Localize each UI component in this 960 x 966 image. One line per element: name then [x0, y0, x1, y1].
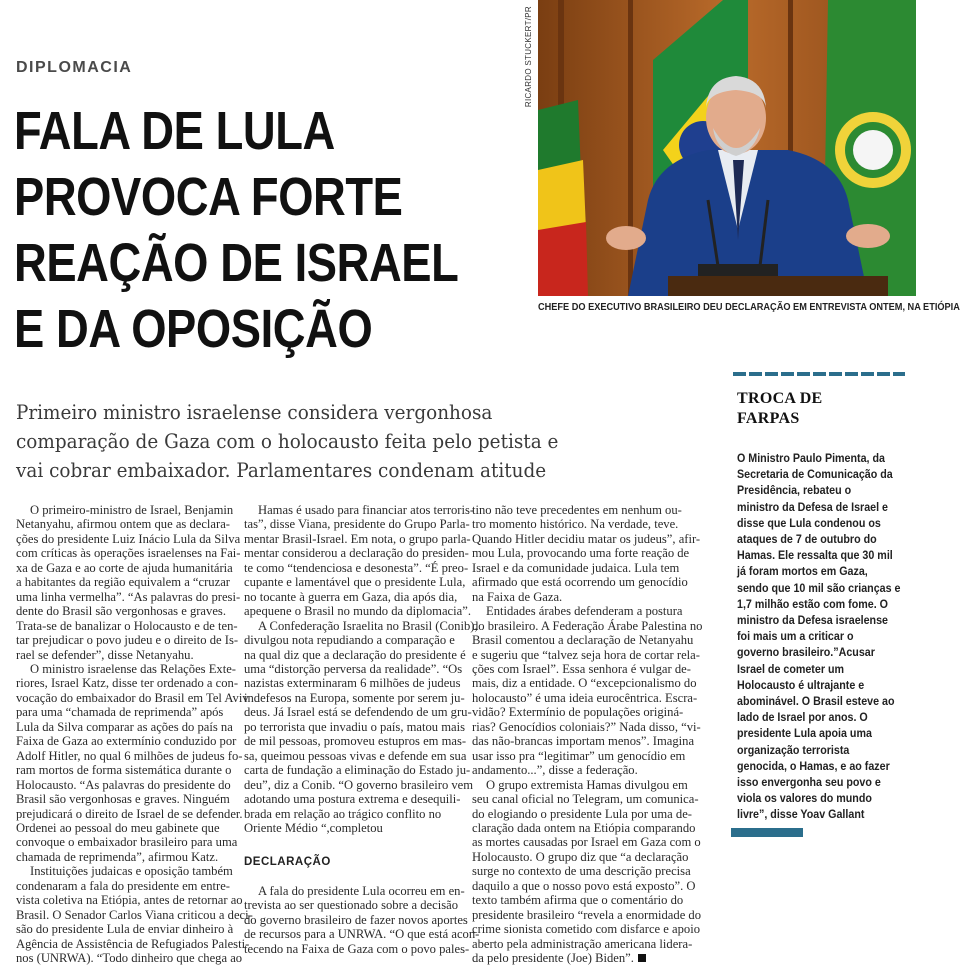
article-line: aberto pela administração americana lidera- — [472, 936, 693, 951]
article-line: carta de fundação a eliminação do Estado ju- — [244, 763, 471, 778]
article-line: tino não teve precedentes em nenhum ou- — [472, 503, 682, 517]
sidebar-line: O Ministro Paulo Pimenta, da — [737, 453, 885, 465]
sidebar-line: ataques de 7 de outubro do — [737, 534, 877, 547]
article-line: as mortes causadas por Israel em Gaza com o — [472, 835, 701, 850]
article-line: afirmado que está ocorrendo um genocídio — [472, 575, 688, 590]
sidebar-top-rule — [733, 372, 905, 376]
article-line: ções do presidente Luiz Inácio Lula da Silva — [16, 531, 241, 546]
article-line: Holocausto. “As palavras do presidente do — [16, 777, 231, 792]
article-line: trevista ao ser questionado sobre a decisão — [244, 898, 459, 913]
article-line: A fala do presidente Lula ocorreu em en- — [258, 883, 465, 898]
article-line: do elogiando o presidente Lula por uma de- — [472, 806, 692, 821]
article-line: A Confederação Israelita no Brasil (Conib), — [258, 618, 478, 633]
article-line: surge no contexto de uma descrição precisa — [472, 864, 691, 879]
deck-line: Primeiro ministro israelense considera vergonhosa — [16, 400, 493, 424]
article-line: presidente brasileiro “revela a enormidade do — [472, 907, 702, 922]
article-line: e sugeriu que “talvez seja hora de cortar rela- — [472, 647, 700, 662]
sidebar-line: sendo que 10 mil são crianças e — [737, 582, 901, 595]
sidebar-line: organização terrorista — [737, 744, 850, 757]
article-line: po terrorista que invadiu o país, matou mais — [244, 719, 466, 734]
article-line: adotando uma postura extrema e desequili- — [244, 792, 461, 807]
article-line: Agência de Assistência de Refugiados Palesti- — [16, 936, 250, 951]
article-line: vista coletiva na Etiópia, antes de retornar ao — [16, 893, 243, 908]
article-line: daquilo a que o nosso povo está exposto”. O — [472, 878, 696, 893]
article-line: tar prejudicar o povo judeu e o direito de Is- — [16, 633, 239, 648]
article-line: Brasil. O Senador Carlos Viana criticou a deci- — [16, 907, 253, 922]
sidebar-line: abominável. O Brasil esteve ao — [737, 696, 895, 709]
article-line: Instituições judaicas e oposição também — [30, 864, 233, 879]
article-line: convoque o embaixador brasileiro para uma — [16, 835, 238, 850]
sidebar-title-line: FARPAS — [737, 410, 800, 427]
article-line: com críticas às operações israelenses na Fai- — [16, 546, 241, 561]
article-line: na qual diz que a declaração do presidente é — [244, 647, 466, 662]
article-column-1 — [16, 503, 253, 966]
deck-subheadline — [16, 398, 623, 485]
article-line: ram mortos de forma sistemática durante o — [16, 763, 232, 778]
article-line: para uma “chamada de reprimenda” após — [16, 705, 224, 720]
article-line: condenaram a fala do presidente em entre- — [16, 878, 230, 893]
article-line: claração dada ontem na Etiópia comparando — [472, 820, 696, 835]
article-line: crime sionista cometido com disfarce e apoio — [472, 922, 701, 937]
article-line: mais, diz a entidade. O “excepcionalismo do — [472, 676, 697, 691]
article-line: xa de Gaza e ao corte de ajuda humanitária — [16, 560, 233, 575]
news-photo-illustration — [538, 0, 916, 296]
sidebar-line: Hamas. Ele ressalta que 30 mil — [737, 550, 893, 563]
headline-line: FALA DE LULA — [14, 101, 335, 161]
article-line: Brasil são vergonhosas e graves. Ninguém — [16, 792, 230, 807]
article-line: ções com Israel”. Essa senhora é vulgar de- — [472, 661, 691, 676]
sidebar-line: presidente Lula apoia uma — [737, 728, 872, 741]
article-line: seu canal oficial no Telegram, um comunica- — [472, 792, 699, 807]
article-line: Netanyahu, afirmou ontem que as declara- — [16, 517, 231, 532]
article-line: deus. Já Israel está se defendendo de um gru- — [244, 705, 472, 720]
deck-line: vai cobrar embaixador. Parlamentares condenam atitude — [16, 458, 547, 482]
headline — [14, 98, 459, 362]
sidebar-line: disse que Lula condenou os — [737, 517, 881, 530]
sidebar-line: Secretaria de Comunicação da — [737, 469, 893, 482]
sidebar-line: Holocausto é ultrajante e — [737, 679, 865, 692]
article-line: são do presidente Lula de enviar dinheiro à — [16, 922, 234, 937]
article-line: de mil pessoas, promoveu estupros em mas- — [244, 734, 467, 749]
article-line: mentar Brasil-Israel. Em nota, o grupo parla- — [244, 531, 471, 546]
sidebar-line: Israel de cometer um — [737, 663, 845, 676]
article-line: tecendo na Faixa de Gaza com o povo pales- — [244, 941, 470, 956]
article-line: vidão? Extermínio de populações originá- — [472, 705, 684, 720]
article-line: Faixa de Gaza ao extermínio conduzido por — [16, 734, 237, 749]
article-line: no tocante à guerra em Gaza, dia após dia, — [244, 589, 458, 604]
article-line: Holocausto. O grupo diz que “a declaração — [472, 849, 689, 864]
article-line: mentar considerou a declaração do presiden- — [244, 546, 469, 561]
sidebar-line: ministro da Defesa de Israel e — [737, 501, 888, 514]
article-line: O grupo extremista Hamas divulgou em — [486, 777, 688, 792]
subheading-declaracao: DECLARAÇÃO — [244, 856, 331, 869]
article-line: tas”, disse Viana, presidente do Grupo Parla- — [244, 517, 470, 532]
article-line: indefesos na Europa, somente por serem ju- — [244, 690, 465, 705]
article-line: rael se defender”, disse Netanyahu. — [16, 647, 194, 662]
article-line: de recursos para a UNRWA. “O que está acon- — [244, 927, 480, 942]
article-line: holocausto” é uma ideia eurocêntrica. Escra- — [472, 690, 698, 705]
article-line: andamento...”, disse a federação. — [472, 763, 638, 778]
section-label: DIPLOMACIA — [16, 59, 133, 76]
sidebar-line: livre”, disse Yoav Gallant — [737, 809, 865, 822]
article-line: cupante e lamentável que o presidente Lula, — [244, 575, 466, 590]
article-line: Oriente Médio “,completou — [244, 820, 383, 835]
sidebar-line: isso envergonha seu povo e — [737, 777, 881, 790]
photo-caption: CHEFE DO EXECUTIVO BRASILEIRO DEU DECLARAÇÃO EM ENTREVISTA ONTEM, NA ETIÓPIA — [538, 302, 960, 313]
article-line: chamada de reprimenda”, afirmou Katz. — [16, 849, 219, 864]
article-line: usar isso pra “legitimar” um genocídio em — [472, 748, 686, 763]
deck-line: comparação de Gaza com o holocausto feita pelo petista e — [16, 429, 559, 453]
sidebar-title — [737, 389, 897, 429]
sidebar-line: Presidência, rebateu o — [737, 485, 852, 498]
sidebar-line: viola os valores do mundo — [737, 793, 872, 806]
article-column-3 — [472, 503, 703, 966]
article-line: Trata-se de banalizar o Holocausto e de ten- — [16, 618, 238, 633]
sidebar-title-line: TROCA DE — [737, 390, 823, 407]
article-line: sa, queimou pessoas vivas e defende em sua — [244, 748, 467, 763]
article-line: tro momento histórico. Na verdade, teve. — [472, 517, 679, 532]
article-line: uma linha vermelha”. “As palavras do presi- — [16, 589, 241, 604]
article-line: Israel e da comunidade judaica. Lula tem — [472, 560, 680, 575]
article-line: O primeiro-ministro de Israel, Benjamin — [30, 503, 234, 517]
news-photo — [538, 0, 916, 296]
sidebar-line: lado de Israel por anos. O — [737, 712, 868, 725]
article-line: prejudicará o direito de Israel de se defender. — [16, 806, 243, 821]
sidebar-line: genocida, o Hamas, e ao fazer — [737, 760, 890, 773]
photo-credit: RICARDO STUCKERT/PR — [524, 6, 533, 108]
headline-line: REAÇÃO DE ISRAEL — [14, 233, 459, 293]
headline-line: E DA OPOSIÇÃO — [14, 299, 373, 359]
article-line: deu”, diz a Conib. “O governo brasileiro vem — [244, 777, 474, 792]
article-line: Entidades árabes defenderam a postura — [486, 604, 683, 619]
article-line: apequene o Brasil no mundo da diplomacia”. — [244, 604, 471, 619]
headline-line: PROVOCA FORTE — [14, 167, 403, 227]
sidebar-line: já foram mortos em Gaza, — [737, 566, 868, 579]
article-line: O ministro israelense das Relações Exte- — [30, 661, 236, 676]
article-line: dente do Brasil são vergonhosas e graves. — [16, 604, 226, 619]
article-line: divulgou nota repudiando a comparação e — [244, 633, 455, 648]
article-line: do governo brasileiro de fazer novos aportes — [244, 912, 468, 927]
sidebar-line: 1,7 milhão estão com fome. O — [737, 598, 888, 611]
article-line: Quando Hitler decidiu matar os judeus”, afir- — [472, 531, 701, 546]
article-line: Ordenei ao pessoal do meu gabinete que — [16, 820, 220, 835]
sidebar-line: governo brasileiro.”Acusar — [737, 647, 875, 660]
article-line: do brasileiro. A Federação Árabe Palestina no — [472, 618, 703, 633]
sidebar-line: ministro da Defesa israelense — [737, 615, 888, 628]
article-line: Lula da Silva comparar as ações do país na — [16, 719, 233, 734]
article-line: brada em relação ao trágico conflito no — [244, 806, 442, 821]
article-line: vocação do embaixador do Brasil em Tel Aviv — [16, 690, 249, 705]
article-line: uma “distorção perversa da realidade”. “Os — [244, 661, 463, 676]
article-column-2 — [244, 503, 480, 956]
article-line: a habitantes da região equivalem a “cruzar — [16, 575, 230, 590]
article-line: na Faixa de Gaza. — [472, 589, 563, 604]
article-line: rias? Genocídios coloniais?” Nada disso, “vi- — [472, 719, 701, 734]
sidebar-line: foi mais um a criticar o — [737, 631, 854, 644]
sidebar-bottom-rule — [731, 828, 803, 837]
article-line: Hamas é usado para financiar atos terroris- — [258, 503, 475, 517]
article-line: nos (UNRWA). “Todo dinheiro que chega ao — [16, 951, 243, 966]
article-line: te como “tendenciosa e desonesta”. “É preo- — [244, 560, 469, 575]
sidebar-body — [737, 451, 912, 824]
article-line: mou Lula, provocando uma forte reação de — [472, 546, 690, 561]
article-line: riores, Israel Katz, disse ter ordenado a con- — [16, 676, 239, 691]
article-line: das não-brancas importam menos”. Imagina — [472, 734, 695, 749]
article-line: da pelo presidente (Joe) Biden”. — [472, 951, 634, 966]
article-line: Brasil comentou a declaração de Netanyahu — [472, 633, 694, 648]
article-line: nazistas exterminaram 6 milhões de judeus — [244, 676, 461, 691]
article-line: texto também afirma que o comentário do — [472, 893, 684, 908]
end-of-article-mark — [638, 954, 646, 962]
article-line: Adolf Hitler, no qual 6 milhões de judeus fo- — [16, 748, 243, 763]
